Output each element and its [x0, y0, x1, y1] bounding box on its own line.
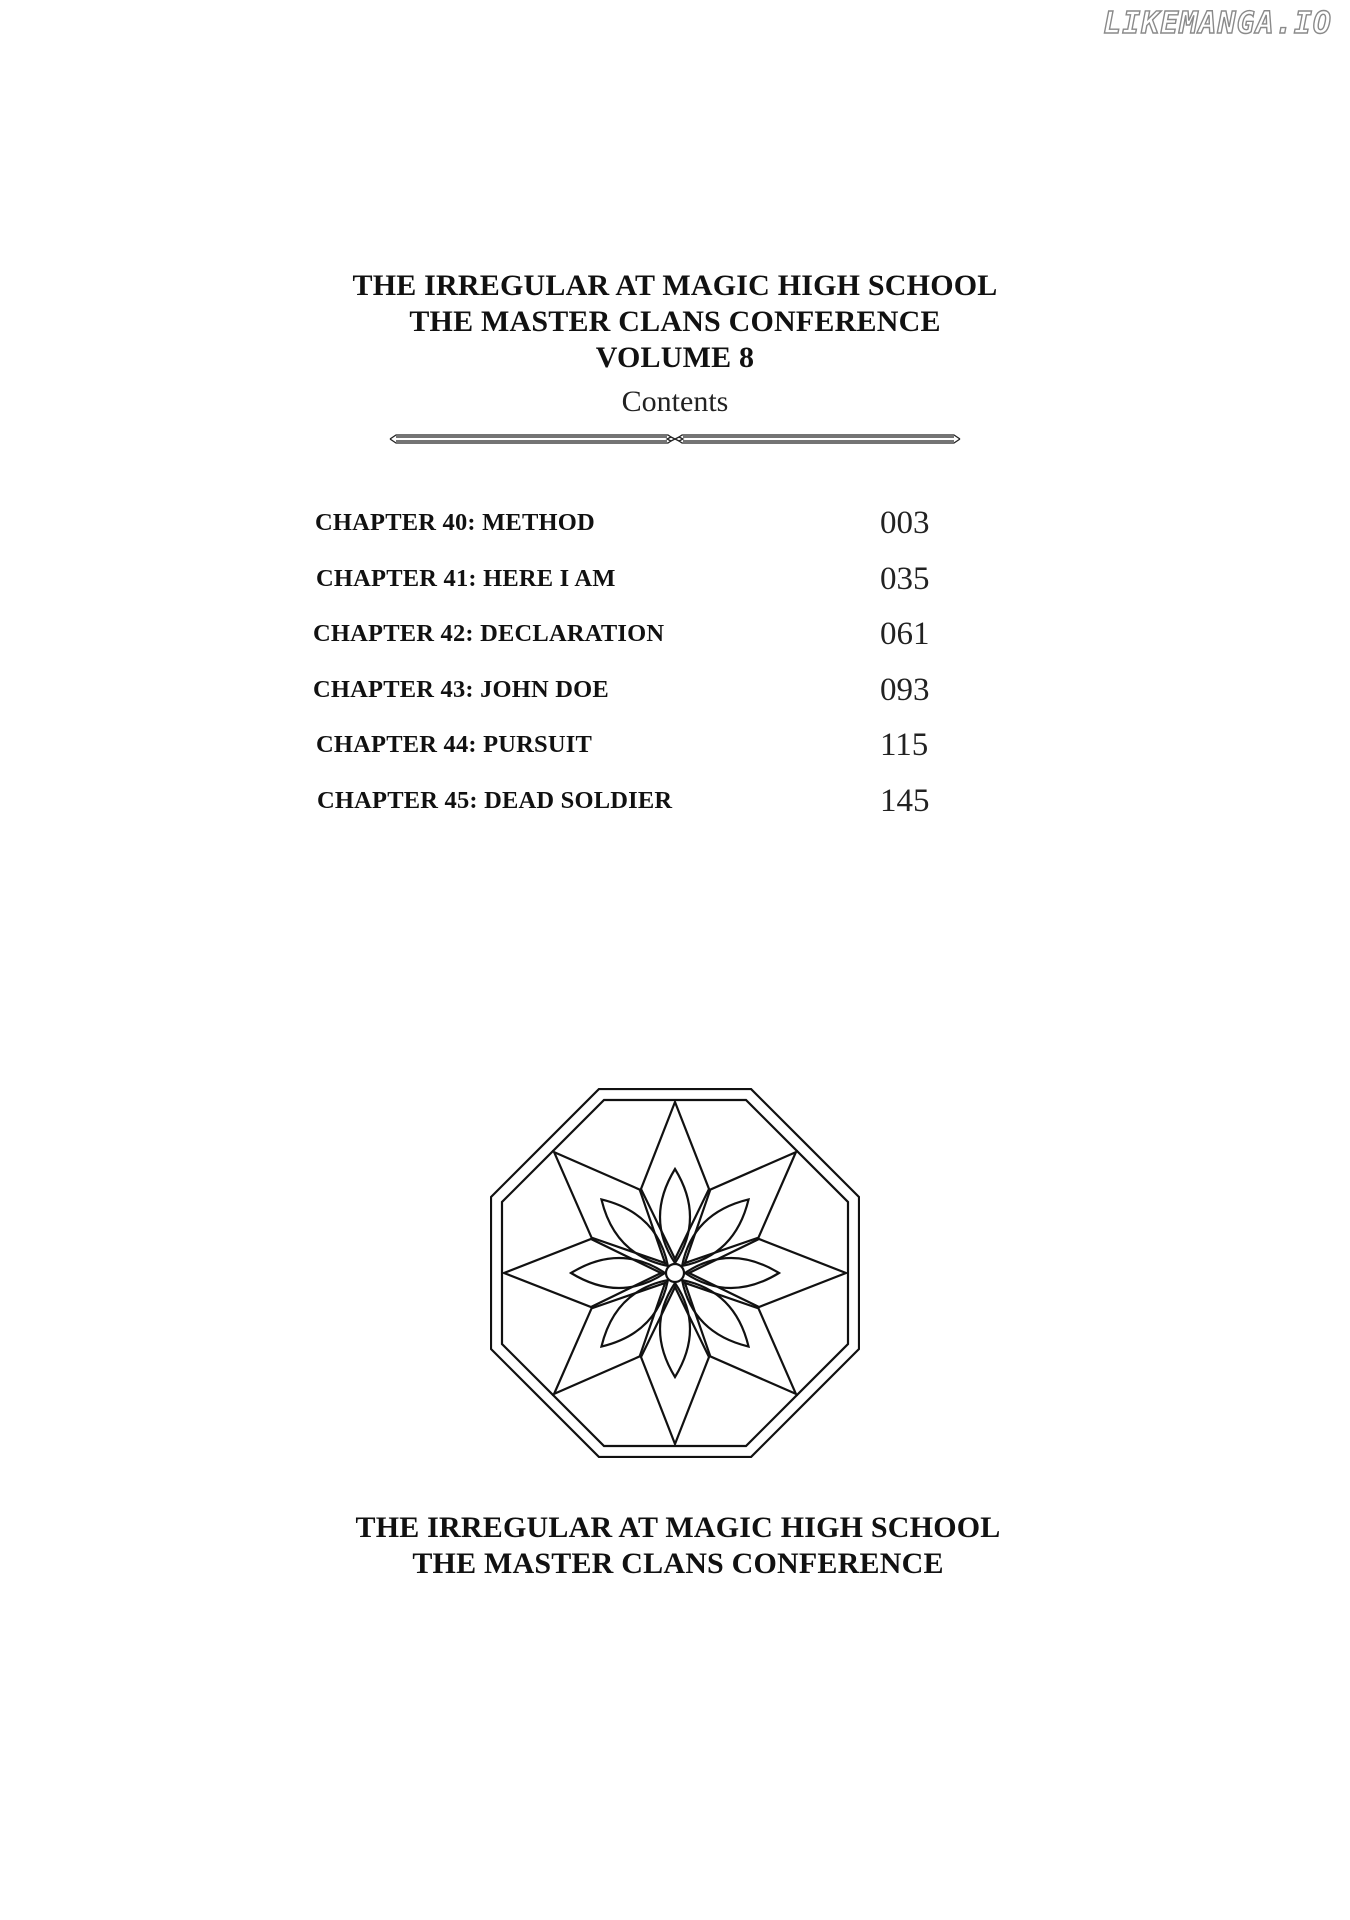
chapter-title: CHAPTER 41: HERE I AM — [316, 564, 616, 592]
book-footer — [0, 1510, 1350, 1582]
toc-row — [315, 727, 955, 783]
chapter-title: CHAPTER 42: DECLARATION — [313, 620, 665, 647]
chapter-page-number: 003 — [880, 505, 930, 541]
volume-label: VOLUME 8 — [595, 341, 755, 374]
site-watermark: LIKEMANGA.IO — [1103, 6, 1332, 41]
table-of-contents — [315, 505, 955, 838]
toc-row — [315, 783, 955, 839]
book-header — [0, 268, 1350, 422]
chapter-title: CHAPTER 45: DEAD SOLDIER — [317, 786, 673, 814]
chapter-title: CHAPTER 43: JOHN DOE — [313, 675, 609, 703]
chapter-page-number: 093 — [880, 671, 930, 708]
chapter-page-number: 035 — [880, 560, 930, 597]
octagon-star-emblem-icon — [490, 1088, 860, 1458]
arc-title: THE MASTER CLANS CONFERENCE — [412, 1547, 944, 1580]
series-title: THE IRREGULAR AT MAGIC HIGH SCHOOL — [355, 1511, 1001, 1544]
chapter-title: CHAPTER 44: PURSUIT — [316, 731, 593, 758]
chapter-page-number: 061 — [880, 616, 930, 652]
arc-title: THE MASTER CLANS CONFERENCE — [409, 305, 941, 338]
toc-row — [315, 672, 955, 728]
toc-row — [315, 505, 955, 561]
toc-row — [315, 561, 955, 617]
ornamental-divider-icon — [388, 432, 962, 446]
chapter-title: CHAPTER 40: METHOD — [315, 509, 595, 536]
toc-row — [315, 616, 955, 672]
contents-heading: Contents — [621, 385, 729, 418]
series-title: THE IRREGULAR AT MAGIC HIGH SCHOOL — [352, 269, 998, 302]
chapter-page-number: 115 — [880, 727, 929, 763]
chapter-page-number: 145 — [880, 782, 930, 819]
